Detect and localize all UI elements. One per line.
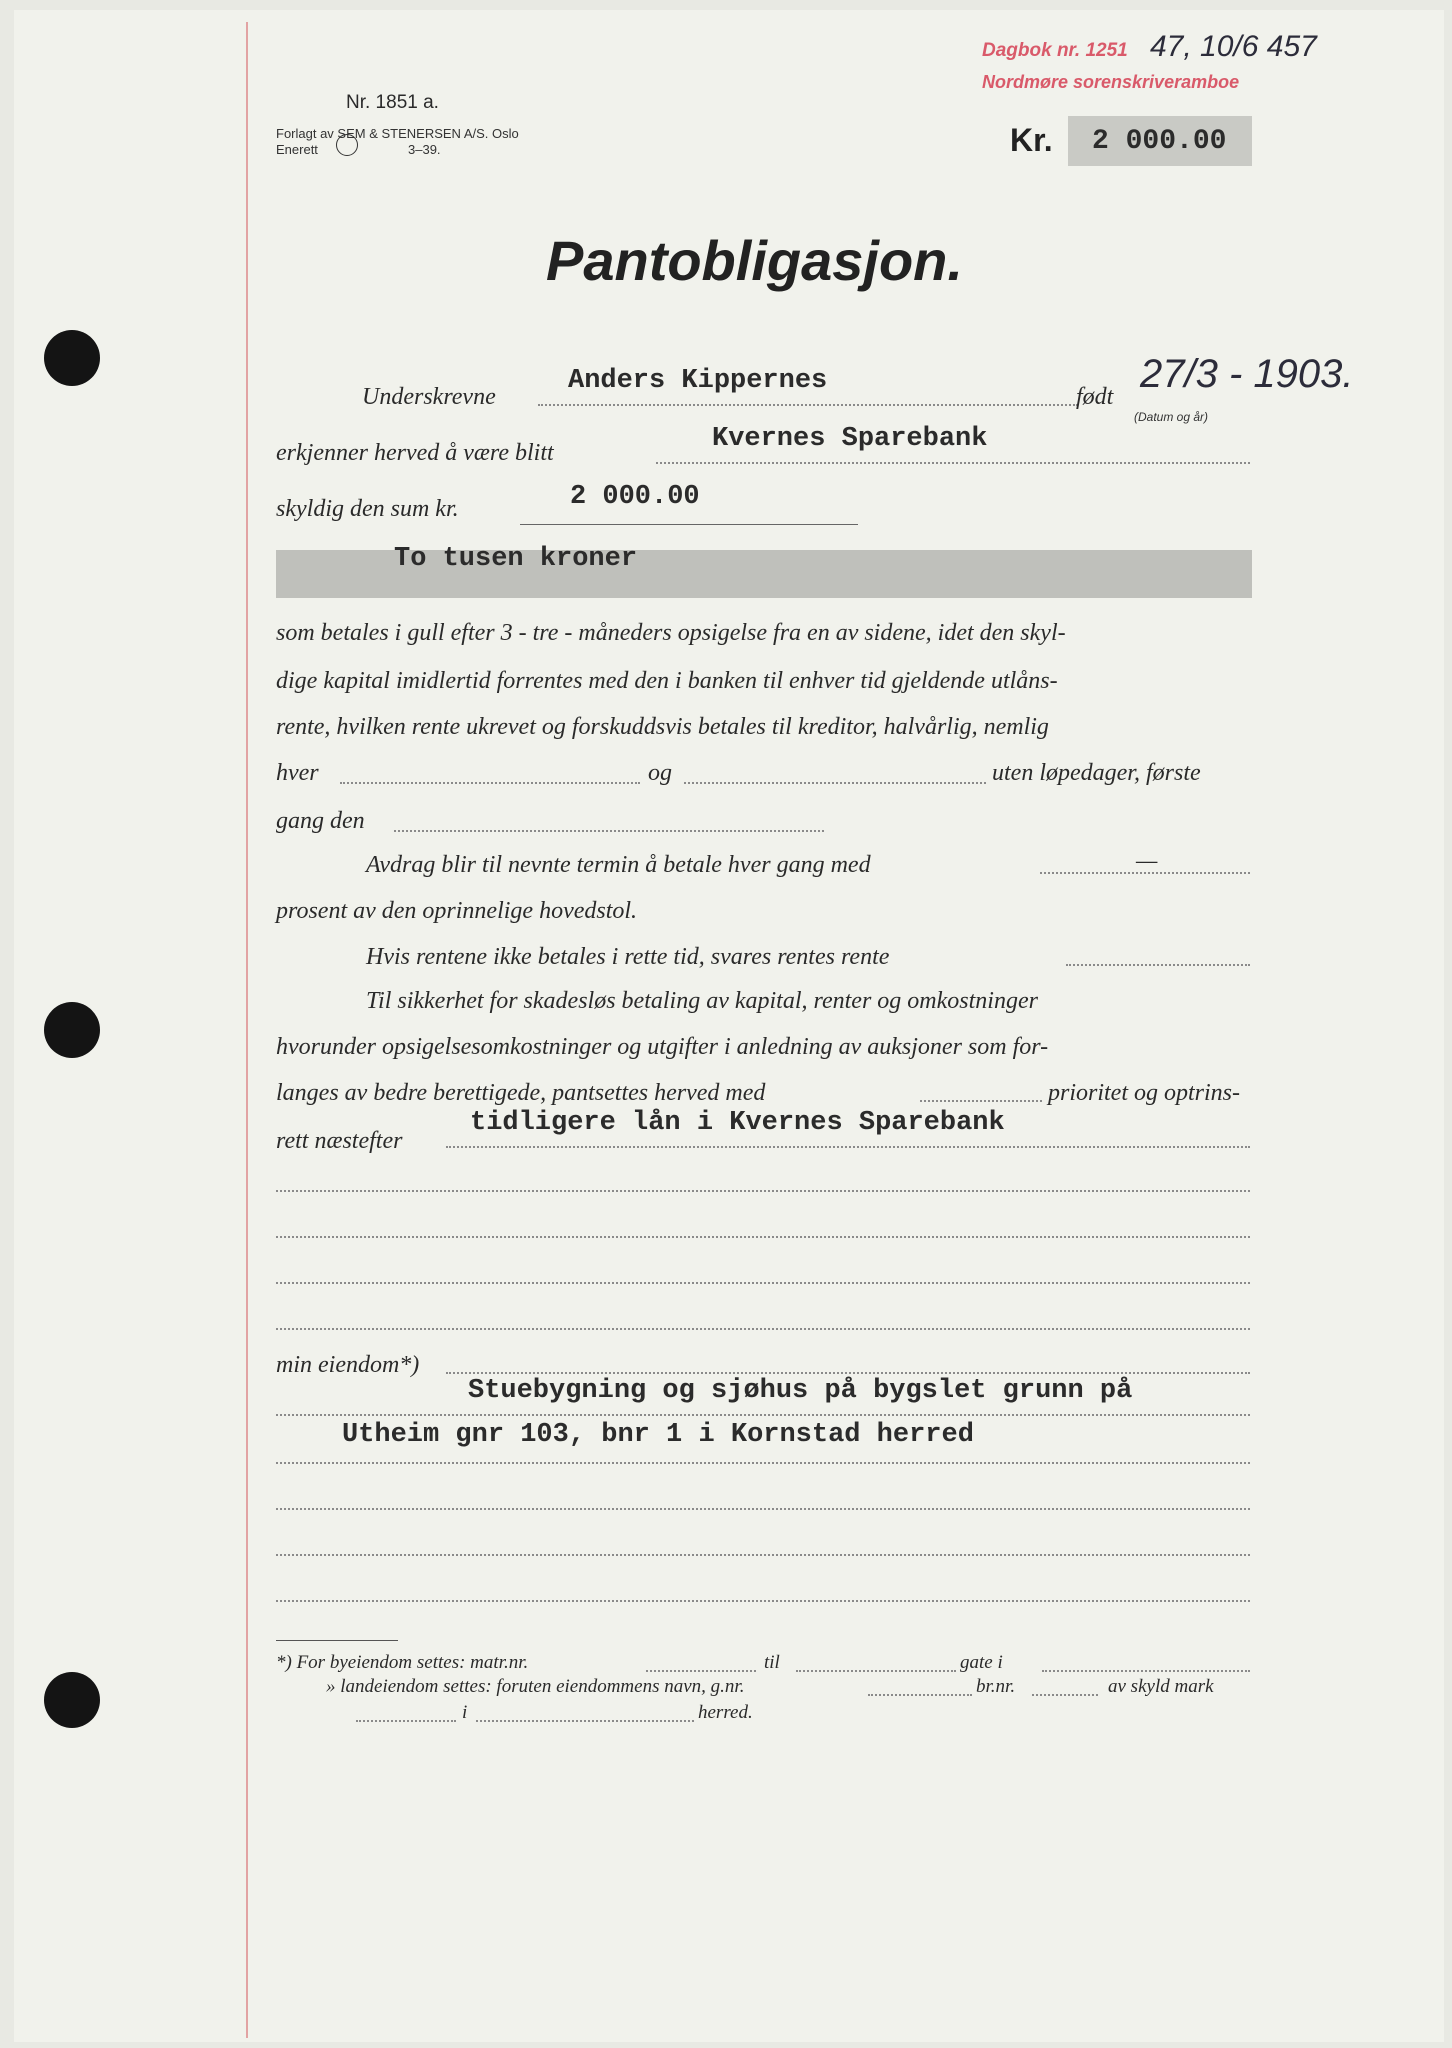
og-dotted-line [684, 782, 986, 784]
hvis-dotted-line [1066, 964, 1250, 966]
security-line-3b: prioritet og optrins- [1048, 1080, 1241, 1106]
footnote-line-2c: av skyld mark [1108, 1676, 1214, 1697]
stamp-office: Nordmøre sorenskriveramboe [982, 72, 1240, 92]
blank-line-5 [276, 1508, 1250, 1510]
footnote-gnr-dots [868, 1694, 972, 1696]
security-line-3a: langes av bedre berettigede, pantsettes herved med [276, 1080, 766, 1106]
sum-line [520, 524, 858, 525]
footnote-line-1c: gate i [960, 1652, 1003, 1673]
publisher-line: Forlagt av SEM & STENERSEN A/S. Oslo [276, 126, 519, 141]
born-label: født [1076, 384, 1114, 410]
blank-line-6 [276, 1554, 1250, 1556]
publisher-logo-icon [336, 134, 358, 156]
margin-rule [246, 22, 248, 2038]
footnote-l3-dots-1 [356, 1720, 456, 1722]
hvis-text: Hvis rentene ikke betales i rette tid, svares rentes rente [366, 944, 890, 970]
rett-dotted-line [446, 1146, 1250, 1148]
amount-label: Kr. [1010, 122, 1053, 158]
security-line-2: hvorunder opsigelsesomkostninger og utgifter i anledning av auksjoner som for- [276, 1034, 1049, 1060]
terms-line-2: dige kapital imidlertid forrentes med den i banken til enhver tid gjeldende utlåns- [276, 668, 1058, 694]
form-number: Nr. 1851 a. [346, 92, 439, 113]
property-line-2: Utheim gnr 103, bnr 1 i Kornstad herred [342, 1420, 974, 1450]
blank-line-1 [276, 1190, 1250, 1192]
avdrag-dash: — [1136, 848, 1158, 874]
terms-line-3: rente, hvilken rente ukrevet og forskuddsvis betales til kreditor, halvårlig, nemlig [276, 714, 1049, 740]
punch-hole-top [44, 330, 100, 386]
terms-line-1: som betales i gull efter 3 - tre - måneders opsigelse fra en av sidene, idet den skyl- [276, 620, 1066, 646]
property-line-2-rule [276, 1462, 1250, 1464]
footnote-line-3b: herred. [698, 1702, 753, 1723]
blank-line-2 [276, 1236, 1250, 1238]
prior-loan: tidligere lån i Kvernes Sparebank [470, 1108, 1005, 1138]
acknowledge-label: erkjenner herved å være blitt [276, 440, 554, 466]
born-hint: (Datum og år) [1134, 410, 1209, 424]
punch-hole-bottom [44, 1672, 100, 1728]
footnote-gate-dots [1042, 1670, 1250, 1672]
security-line-1: Til sikkerhet for skadesløs betaling av kapital, renter og omkostninger [366, 988, 1038, 1014]
publisher-enerett: Enerett [276, 142, 318, 157]
blank-line-4 [276, 1328, 1250, 1330]
property-line-1: Stuebygning og sjøhus på bygslet grunn på [468, 1376, 1133, 1406]
stamp-journal-number: Dagbok nr. 1251 [982, 40, 1128, 61]
og-label: og [648, 760, 672, 786]
footnote-rule [276, 1640, 398, 1641]
avdrag-text: Avdrag blir til nevnte termin å betale hver gang med [366, 852, 871, 878]
rett-label: rett næstefter [276, 1128, 403, 1154]
undersigned-name: Anders Kippernes [568, 366, 828, 396]
stamp-handwritten-ref: 47, 10/6 457 [1150, 30, 1317, 63]
punch-hole-middle [44, 1002, 100, 1058]
undersigned-label: Underskrevne [362, 384, 496, 410]
blank-line-3 [276, 1282, 1250, 1284]
footnote-matr-dots [646, 1670, 756, 1672]
hver-label: hver [276, 760, 319, 786]
footnote-line-1a: *) For byeiendom settes: matr.nr. [276, 1652, 529, 1673]
footnote-line-2a: » landeiendom settes: foruten eiendommens navn, g.nr. [326, 1676, 745, 1697]
property-label: min eiendom*) [276, 1352, 420, 1378]
footnote-l3-dots-2 [476, 1720, 694, 1722]
amount-header-value: 2 000.00 [1092, 126, 1227, 157]
creditor-dotted-line [656, 462, 1250, 464]
document-page [14, 10, 1444, 2042]
footnote-til-dots [796, 1670, 956, 1672]
property-line-1-rule [276, 1414, 1250, 1416]
publisher-date: 3–39. [408, 142, 441, 157]
gang-den-dotted-line [394, 830, 824, 832]
blank-line-7 [276, 1600, 1250, 1602]
priority-dotted-line [920, 1100, 1042, 1102]
footnote-line-3a: i [462, 1702, 468, 1723]
undersigned-dotted-line [538, 404, 1078, 406]
footnote-line-2b: br.nr. [976, 1676, 1016, 1697]
property-dotted-line [446, 1372, 1250, 1374]
born-date: 27/3 - 1903. [1140, 352, 1354, 396]
sum-label: skyldig den sum kr. [276, 496, 459, 522]
sum-value: 2 000.00 [570, 482, 700, 512]
hver-dotted-line [340, 782, 640, 784]
footnote-line-1b: til [764, 1652, 780, 1673]
prosent-text: prosent av den oprinnelige hovedstol. [276, 898, 638, 924]
uten-label: uten løpedager, første [992, 760, 1201, 786]
footnote-brnr-dots [1032, 1694, 1098, 1696]
amount-in-words: To tusen kroner [394, 544, 638, 574]
document-title: Pantobligasjon. [546, 229, 963, 292]
gang-den-label: gang den [276, 808, 365, 834]
creditor-name: Kvernes Sparebank [712, 424, 988, 454]
